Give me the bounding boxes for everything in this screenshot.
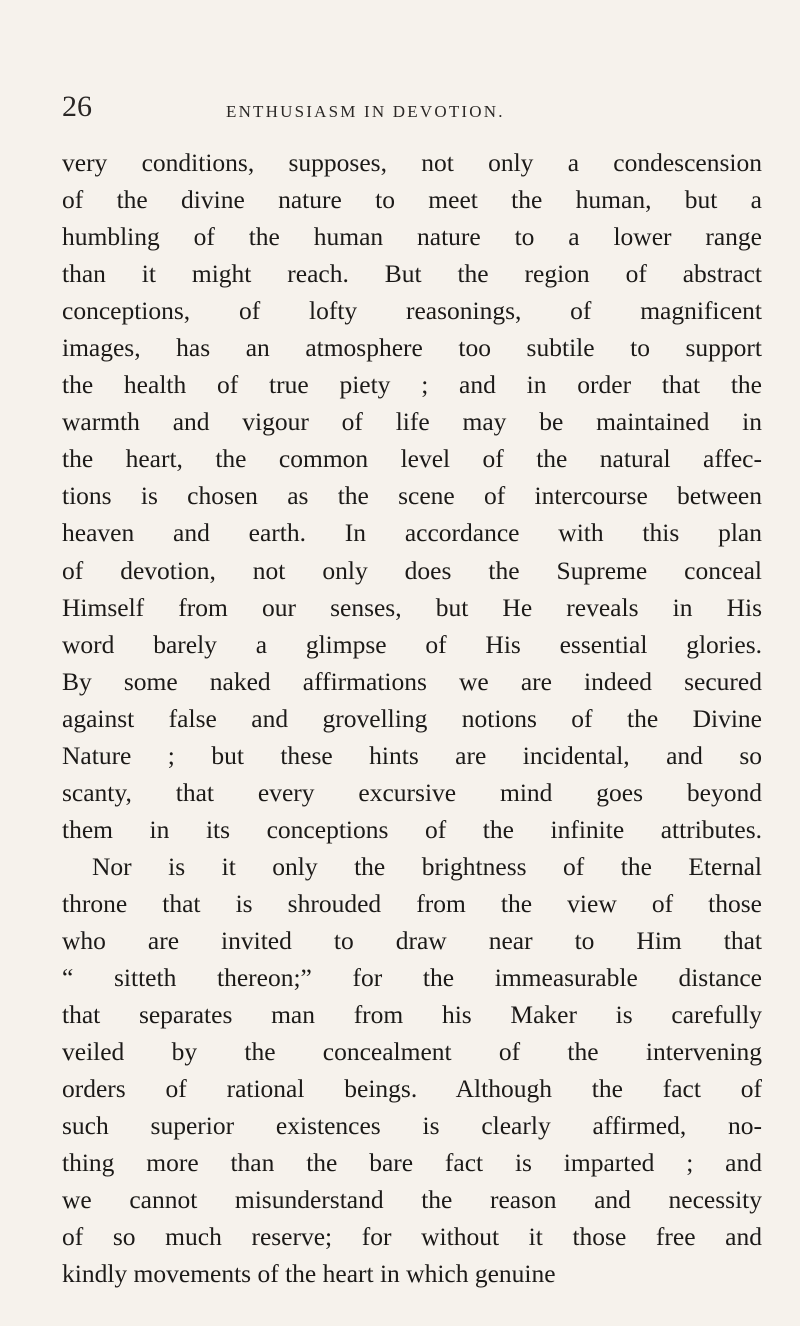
text-line: images, has an atmosphere too subtile to support bbox=[62, 333, 762, 363]
text-line: thing more than the bare fact is imparted ; and bbox=[62, 1148, 762, 1178]
text-line: heaven and earth. In accordance with this plan bbox=[62, 518, 762, 548]
text-line: tions is chosen as the scene of intercourse between bbox=[62, 481, 762, 511]
text-line: orders of rational beings. Although the fact of bbox=[62, 1074, 762, 1104]
text-line: conceptions, of lofty reasonings, of magnificent bbox=[62, 296, 762, 326]
text-line: very conditions, supposes, not only a condescension bbox=[62, 148, 762, 177]
text-line: we cannot misunderstand the reason and necessity bbox=[62, 1185, 762, 1215]
body-text bbox=[62, 144, 762, 1292]
text-line: throne that is shrouded from the view of those bbox=[62, 888, 762, 918]
text-line: the health of true piety ; and in order that the bbox=[62, 370, 762, 400]
text-line: word barely a glimpse of His essential glories. bbox=[62, 629, 762, 659]
text-line: warmth and vigour of life may be maintained in bbox=[62, 407, 762, 437]
text-line: against false and grovelling notions of the Divine bbox=[62, 703, 762, 733]
text-line: kindly movements of the heart in which genuine bbox=[62, 1259, 556, 1289]
text-line: “ sitteth thereon;” for the immeasurable distance bbox=[62, 963, 762, 993]
text-line: of devotion, not only does the Supreme conceal bbox=[62, 555, 762, 585]
paragraph-start-line: Nor is it only the brightness of the Eternal bbox=[92, 851, 762, 881]
text-line: By some naked affirmations we are indeed secured bbox=[62, 666, 762, 696]
text-line: veiled by the concealment of the intervening bbox=[62, 1037, 762, 1067]
text-line: Himself from our senses, but He reveals in His bbox=[62, 592, 762, 622]
text-line: humbling of the human nature to a lower range bbox=[62, 222, 762, 252]
text-line: of the divine nature to meet the human, but a bbox=[62, 185, 762, 215]
text-line: that separates man from his Maker is carefully bbox=[62, 1000, 762, 1030]
page-number: 26 bbox=[62, 90, 92, 123]
text-line: Nature ; but these hints are incidental, and so bbox=[62, 740, 762, 770]
text-line: than it might reach. But the region of abstract bbox=[62, 259, 762, 289]
text-line: the heart, the common level of the natural affec- bbox=[62, 444, 762, 474]
text-line: scanty, that every excursive mind goes beyond bbox=[62, 777, 762, 807]
text-line: of so much reserve; for without it those free and bbox=[62, 1222, 762, 1252]
text-line: them in its conceptions of the infinite attributes. bbox=[62, 814, 762, 844]
text-line: who are invited to draw near to Him that bbox=[62, 925, 762, 955]
running-title: ENTHUSIASM IN DEVOTION. bbox=[226, 102, 505, 121]
text-line: such superior existences is clearly affirmed, no- bbox=[62, 1111, 762, 1141]
